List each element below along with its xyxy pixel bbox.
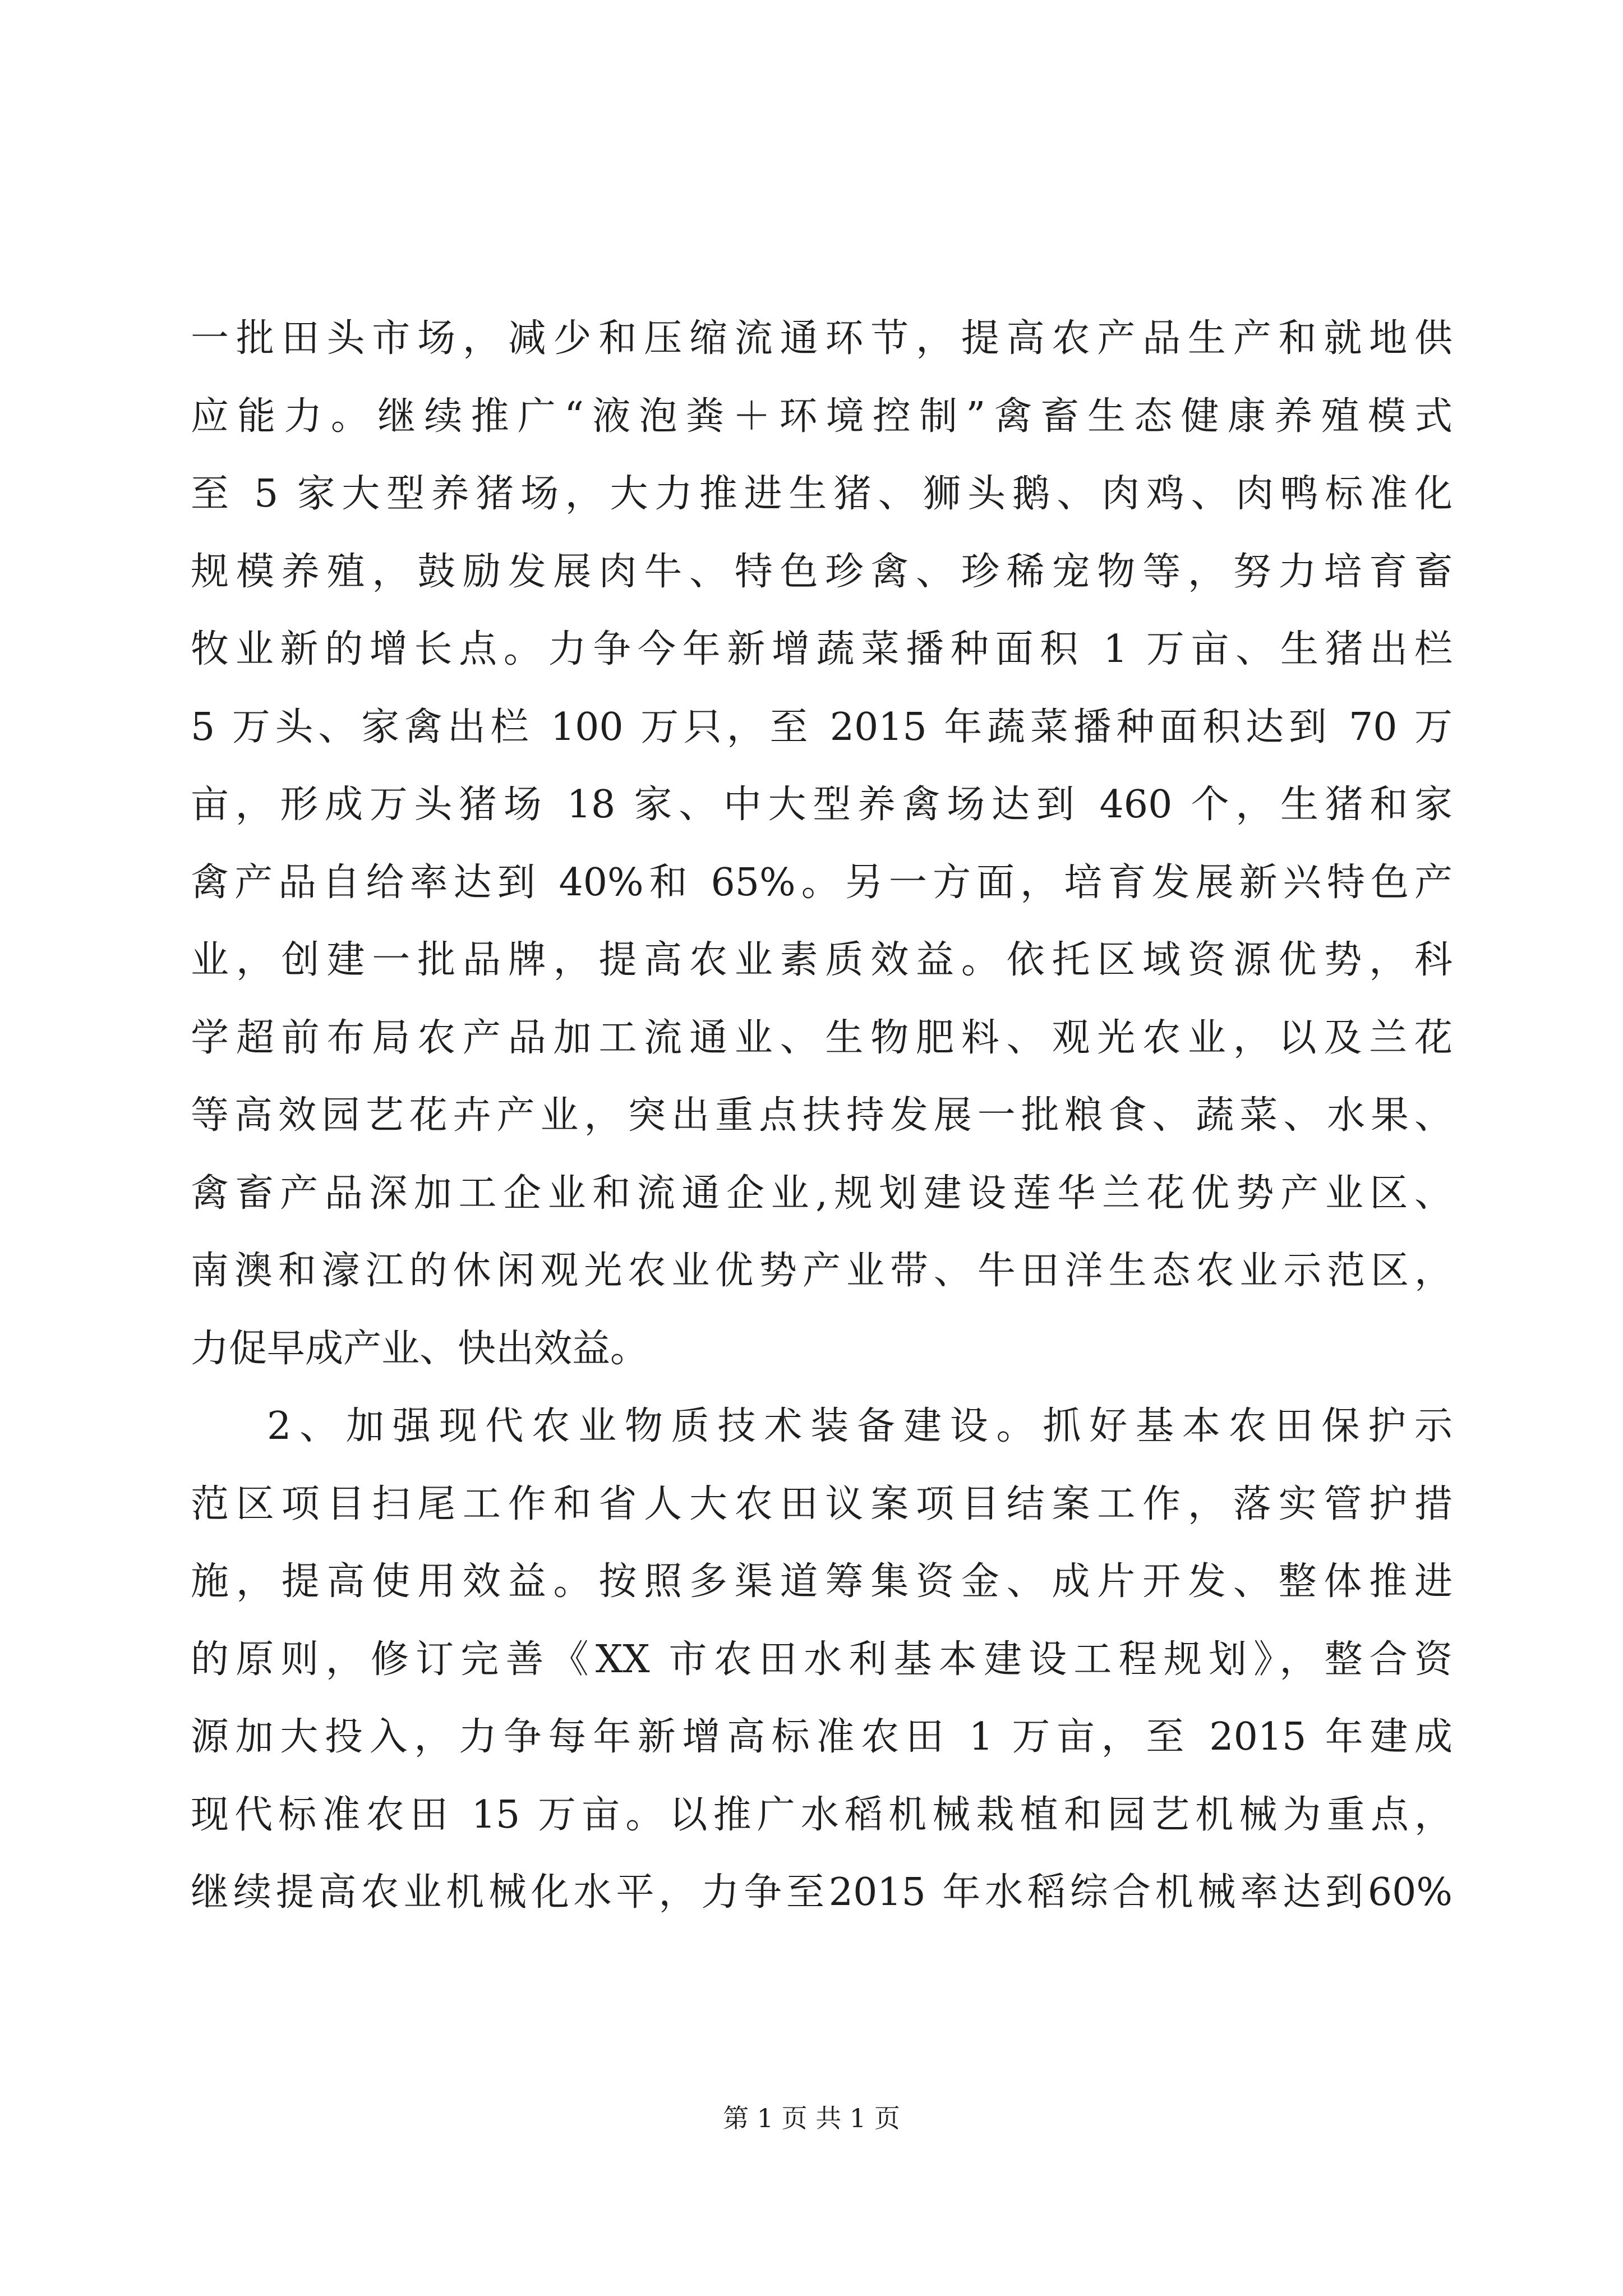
paragraph-end-line: 力促早成产业、快出效益。 — [191, 1326, 649, 1371]
text-line: 源加大投入，力争每年新增高标准农田 1 万亩，至 2015 年建成 — [191, 1715, 1453, 1759]
text-line: 禽产品自给率达到 40%和 65%。另一方面，培育发展新兴特色产 — [191, 860, 1453, 905]
page-footer: 第 1 页 共 1 页 — [723, 2103, 900, 2133]
text-line: 5 万头、家禽出栏 100 万只，至 2015 年蔬菜播种面积达到 70 万 — [191, 705, 1453, 749]
text-line: 的原则，修订完善《XX 市农田水利基本建设工程规划》，整合资 — [191, 1637, 1453, 1682]
text-line: 施，提高使用效益。按照多渠道筹集资金、成片开发、整体推进 — [191, 1559, 1453, 1604]
section-heading-line: 2、加强现代农业物质技术装备建设。抓好基本农田保护示 — [267, 1404, 1453, 1448]
text-line: 学超前布局农产品加工流通业、生物肥料、观光农业，以及兰花 — [191, 1015, 1453, 1060]
text-line: 应能力。继续推广“液泡粪＋环境控制”禽畜生态健康养殖模式 — [191, 394, 1453, 439]
text-line: 牧业新的增长点。力争今年新增蔬菜播种面积 1 万亩、生猪出栏 — [191, 627, 1453, 671]
text-line: 等高效园艺花卉产业，突出重点扶持发展一批粮食、蔬菜、水果、 — [191, 1093, 1453, 1138]
text-line: 现代标准农田 15 万亩。以推广水稻机械栽植和园艺机械为重点， — [191, 1792, 1453, 1837]
text-line: 业，创建一批品牌，提高农业素质效益。依托区域资源优势，科 — [191, 938, 1453, 982]
text-line: 范区项目扫尾工作和省人大农田议案项目结案工作，落实管护措 — [191, 1481, 1453, 1526]
text-line: 禽畜产品深加工企业和流通企业,规划建设莲华兰花优势产业区、 — [191, 1171, 1453, 1216]
document-body — [191, 300, 1453, 1932]
text-line: 规模养殖，鼓励发展肉牛、特色珍禽、珍稀宠物等，努力培育畜 — [191, 549, 1453, 594]
text-line: 继续提高农业机械化水平，力争至2015 年水稻综合机械率达到60% — [191, 1870, 1453, 1915]
text-line: 亩，形成万头猪场 18 家、中大型养禽场达到 460 个，生猪和家 — [191, 783, 1453, 827]
text-line: 至 5 家大型养猪场，大力推进生猪、狮头鹅、肉鸡、肉鸭标准化 — [191, 472, 1453, 516]
text-line: 南澳和濠江的休闲观光农业优势产业带、牛田洋生态农业示范区， — [191, 1249, 1453, 1293]
text-line: 一批田头市场，减少和压缩流通环节，提高农产品生产和就地供 — [191, 316, 1453, 361]
